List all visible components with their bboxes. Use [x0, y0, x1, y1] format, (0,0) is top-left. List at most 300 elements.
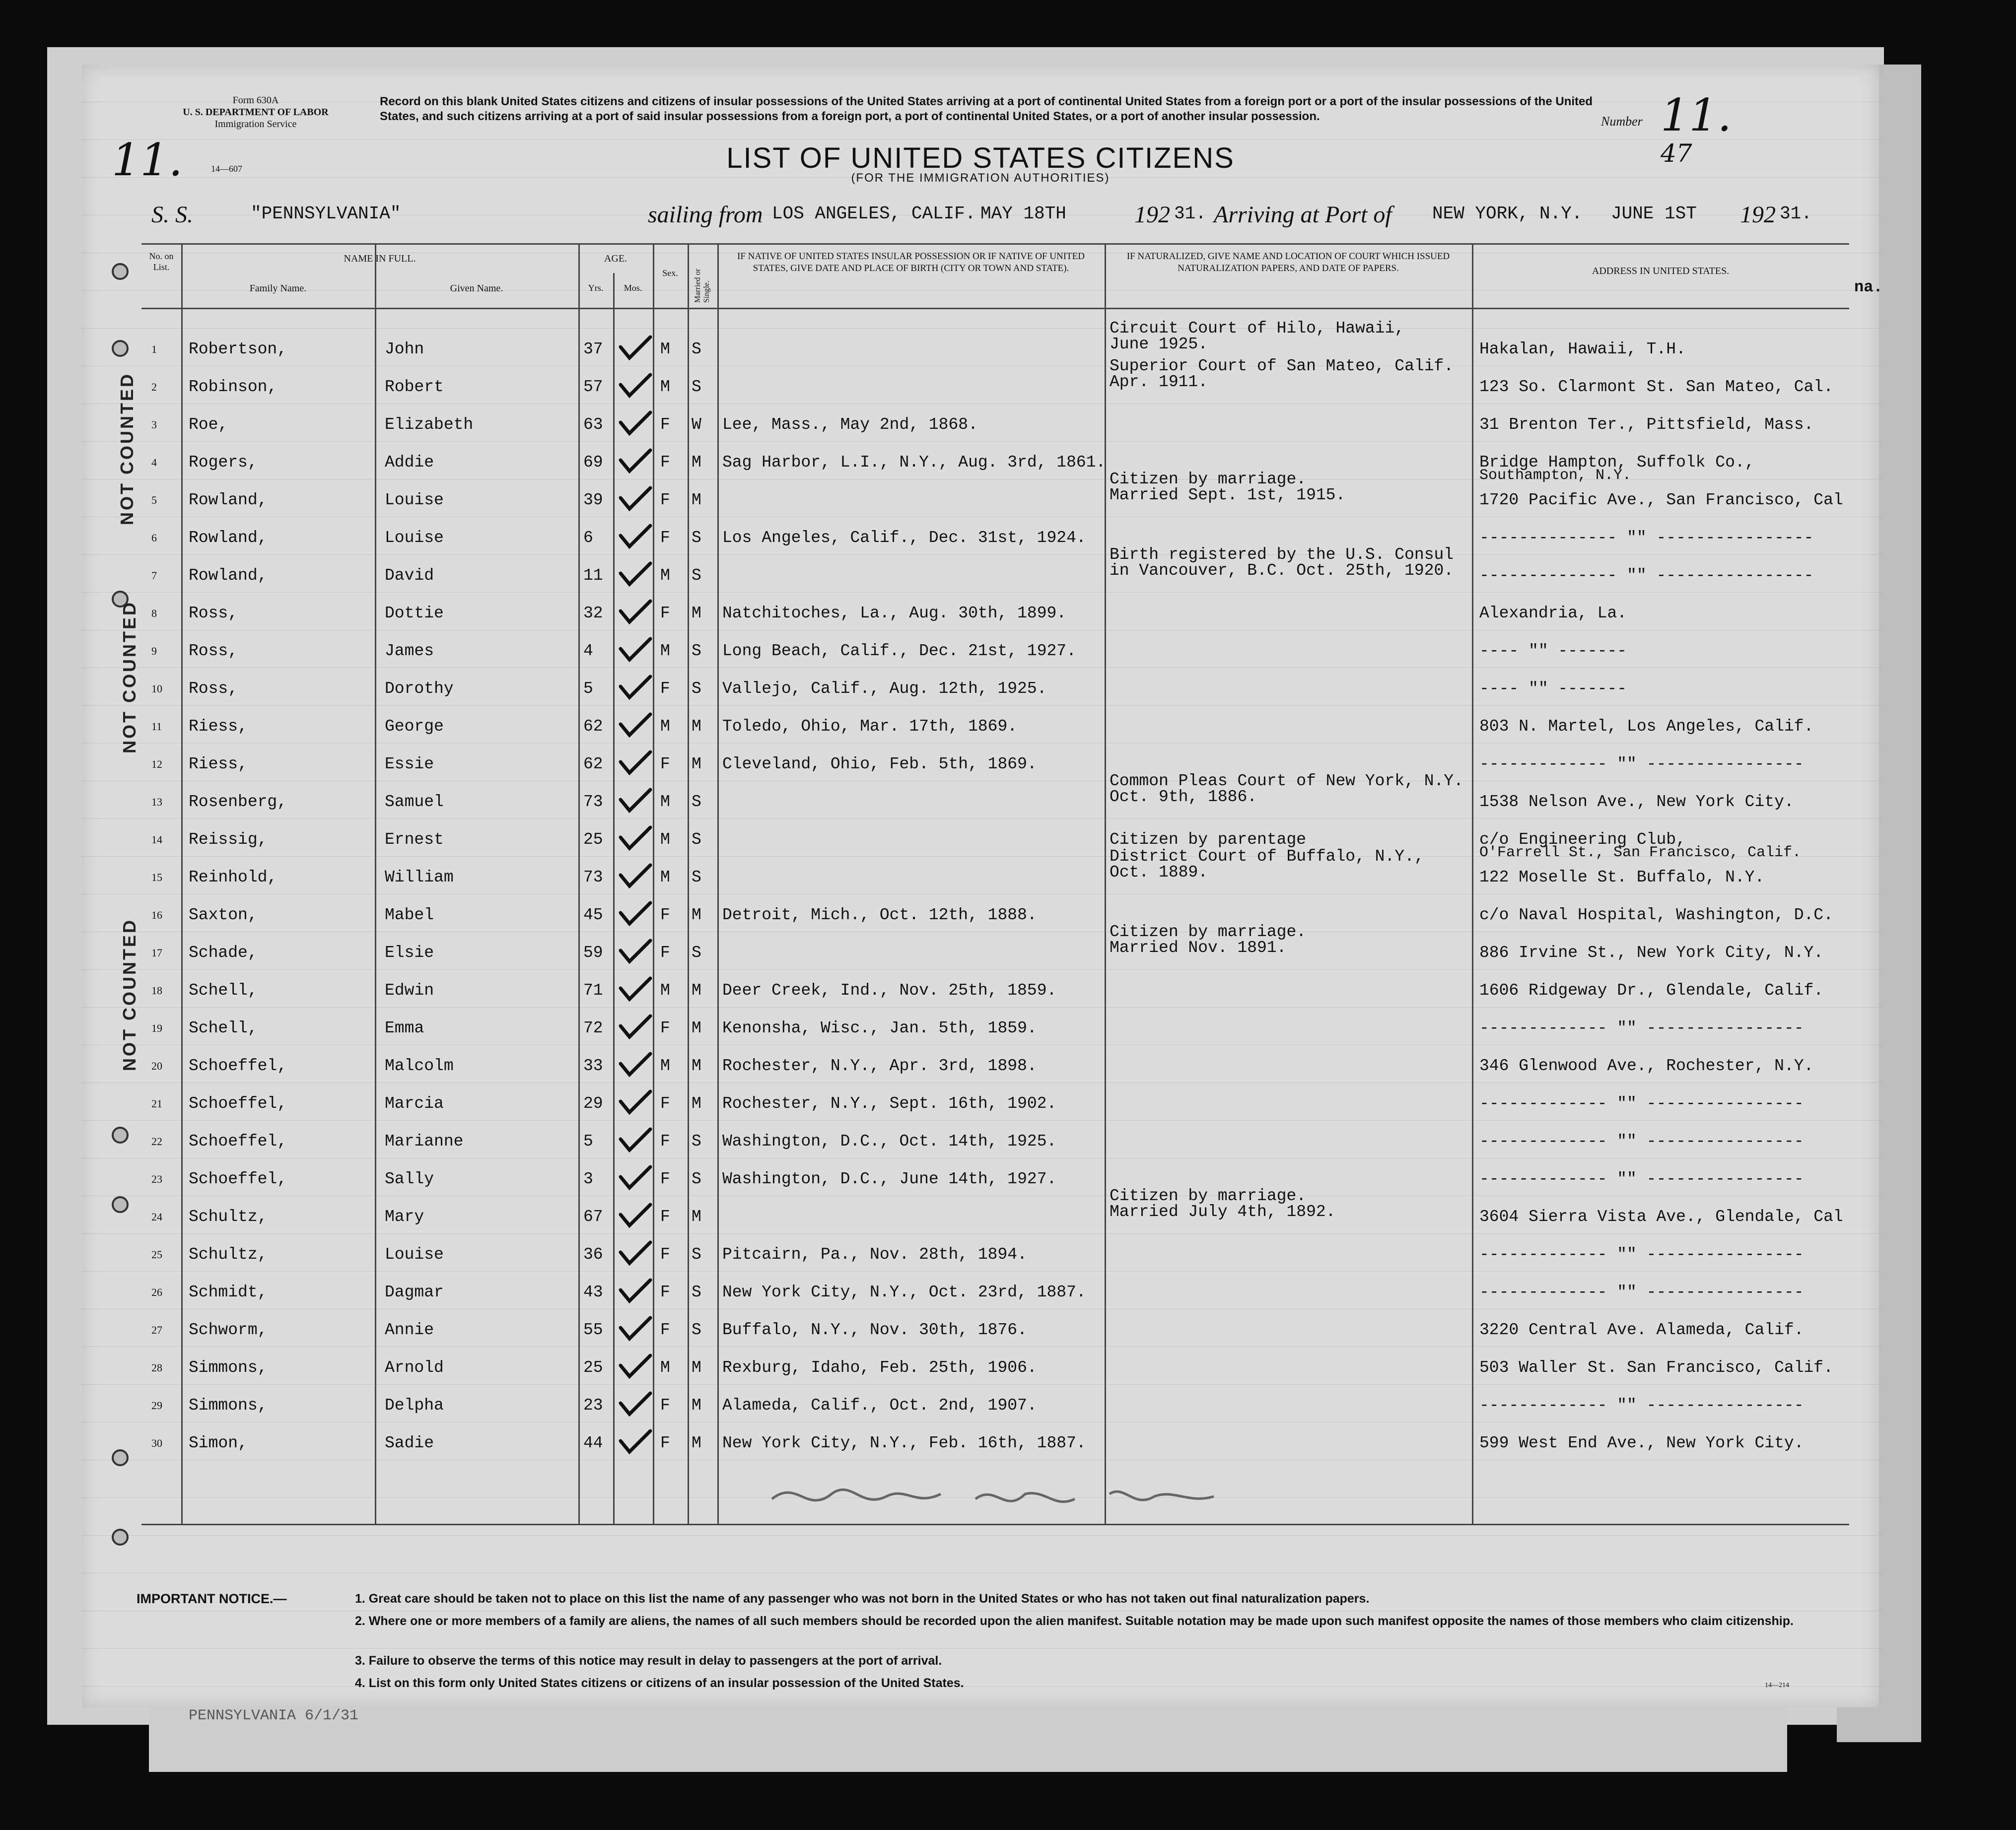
married-single: M	[692, 491, 701, 509]
age-years: 5	[583, 1132, 593, 1151]
col-header-married: Married or Single.	[694, 269, 711, 303]
sex: F	[660, 1321, 670, 1339]
check-mark-icon	[616, 1011, 690, 1041]
table-row	[82, 406, 1879, 443]
side-fragment: na.	[1854, 278, 1883, 296]
married-single: S	[692, 868, 701, 886]
row-number: 15	[151, 871, 162, 883]
sex: F	[660, 1434, 670, 1452]
row-number: 23	[151, 1173, 162, 1185]
notice-heading: IMPORTANT NOTICE.—	[137, 1591, 287, 1606]
pencil-scrawl	[767, 1474, 1263, 1524]
married-single: M	[692, 906, 701, 924]
address-line-1: ------------- "" ----------------	[1479, 755, 1804, 773]
married-single: W	[692, 415, 701, 434]
check-mark-icon	[616, 1237, 690, 1267]
family-name: Riess,	[189, 717, 248, 736]
family-name: Rosenberg,	[189, 793, 287, 811]
age-years: 29	[583, 1094, 603, 1113]
sex: F	[660, 1170, 670, 1188]
address-line-1: 503 Waller St. San Francisco, Calif.	[1479, 1358, 1833, 1377]
manifest-sheet	[82, 65, 1883, 1707]
row-number: 13	[151, 796, 162, 808]
given-name: William	[385, 868, 454, 886]
family-name: Schultz,	[189, 1208, 268, 1226]
header-bottom-rule	[141, 308, 1849, 309]
year-prefix: 192	[1134, 202, 1170, 228]
given-name: Samuel	[385, 793, 444, 811]
check-mark-icon	[616, 672, 690, 701]
given-name: Annie	[385, 1321, 434, 1339]
row-number: 9	[151, 645, 157, 657]
punch-hole	[112, 1529, 129, 1546]
married-single: M	[692, 981, 701, 1000]
married-single: S	[692, 566, 701, 585]
form-number: Form 630A	[232, 95, 279, 106]
age-years: 73	[583, 868, 603, 886]
check-mark-icon	[616, 1124, 690, 1154]
age-years: 59	[583, 944, 603, 962]
address-line-1: ------------- "" ----------------	[1479, 1170, 1804, 1188]
sex: M	[660, 793, 670, 811]
row-number: 21	[151, 1097, 162, 1110]
family-name: Simmons,	[189, 1358, 268, 1377]
birth-place-date: Sag Harbor, L.I., N.Y., Aug. 3rd, 1861.	[722, 453, 1106, 472]
age-years: 32	[583, 604, 603, 622]
table-row	[82, 1386, 1879, 1424]
from-port: LOS ANGELES, CALIF.	[772, 203, 976, 224]
birth-place-date: New York City, N.Y., Oct. 23rd, 1887.	[722, 1283, 1086, 1301]
sex: F	[660, 415, 670, 434]
address-line-1: 346 Glenwood Ave., Rochester, N.Y.	[1479, 1057, 1814, 1075]
birth-place-date: Washington, D.C., June 14th, 1927.	[722, 1170, 1057, 1188]
address-line-1: Alexandria, La.	[1479, 604, 1627, 622]
married-single: S	[692, 529, 701, 547]
table-row	[82, 357, 1879, 406]
naturalization-line-1: Birth registered by the U.S. Consul	[1110, 545, 1454, 564]
married-single: S	[692, 830, 701, 849]
married-single: S	[692, 1170, 701, 1188]
naturalization-line-2: Married Sept. 1st, 1915.	[1110, 486, 1346, 504]
age-years: 57	[583, 378, 603, 396]
row-number: 10	[151, 682, 162, 695]
check-mark-icon	[616, 332, 690, 362]
table-row	[82, 820, 1879, 861]
age-years: 62	[583, 755, 603, 773]
married-single: S	[692, 642, 701, 660]
family-name: Ross,	[189, 679, 238, 698]
table-top-rule	[141, 243, 1849, 245]
check-mark-icon	[616, 936, 690, 965]
check-mark-icon	[616, 1426, 690, 1456]
row-number: 30	[151, 1437, 162, 1449]
age-years: 73	[583, 793, 603, 811]
birth-place-date: Toledo, Ohio, Mar. 17th, 1869.	[722, 717, 1018, 736]
row-number: 7	[151, 569, 157, 582]
family-name: Schoeffel,	[189, 1057, 287, 1075]
sex: M	[660, 717, 670, 736]
form-id-block	[181, 94, 330, 130]
check-mark-icon	[616, 822, 690, 852]
married-single: M	[692, 755, 701, 773]
row-number: 14	[151, 833, 162, 846]
married-single: M	[692, 1358, 701, 1377]
family-name: Robertson,	[189, 340, 287, 358]
table-row	[82, 545, 1879, 594]
married-single: M	[692, 1019, 701, 1037]
check-mark-icon	[616, 483, 690, 513]
family-name: Riess,	[189, 755, 248, 773]
row-number: 24	[151, 1211, 162, 1223]
age-years: 67	[583, 1208, 603, 1226]
married-single: M	[692, 1057, 701, 1075]
birth-place-date: Buffalo, N.Y., Nov. 30th, 1876.	[722, 1321, 1027, 1339]
check-mark-icon	[616, 596, 690, 626]
sex: M	[660, 378, 670, 396]
check-mark-icon	[616, 1200, 690, 1229]
table-row	[82, 1084, 1879, 1122]
married-single: S	[692, 1132, 701, 1151]
given-name: Marianne	[385, 1132, 464, 1151]
row-number: 27	[151, 1324, 162, 1336]
row-number: 22	[151, 1135, 162, 1148]
col-header-family: Family Name.	[249, 283, 307, 294]
table-row	[82, 1160, 1879, 1198]
notice-item: 3. Failure to observe the terms of this notice may result in delay to passengers at the port of arrival.	[355, 1654, 942, 1668]
birth-place-date: Detroit, Mich., Oct. 12th, 1888.	[722, 906, 1037, 924]
page-subtitle: (FOR THE IMMIGRATION AUTHORITIES)	[851, 171, 1110, 185]
given-name: Elsie	[385, 944, 434, 962]
corner-mark: 11.	[112, 134, 183, 186]
birth-place-date: Cleveland, Ohio, Feb. 5th, 1869.	[722, 755, 1037, 773]
married-single: S	[692, 679, 701, 698]
row-number: 3	[151, 418, 157, 431]
naturalization-line-1: District Court of Buffalo, N.Y.,	[1110, 847, 1424, 866]
sex: M	[660, 981, 670, 1000]
col-header-birth: IF NATIVE OF UNITED STATES INSULAR POSSESSION OR IF NATIVE OF UNITED STATES, GIVE DATE AND PLACE OF BIRTH (CITY OR TOWN AND STATE).	[737, 251, 1085, 273]
table-row	[82, 1311, 1879, 1349]
given-name: Dagmar	[385, 1283, 444, 1301]
address-line-1: c/o Naval Hospital, Washington, D.C.	[1479, 906, 1833, 924]
sex: F	[660, 1283, 670, 1301]
birth-place-date: Vallejo, Calif., Aug. 12th, 1925.	[722, 679, 1047, 698]
col-header-name: NAME IN FULL.	[344, 253, 416, 264]
notice-code: 14—214	[1765, 1682, 1789, 1689]
table-row	[82, 1235, 1879, 1273]
col-header-given: Given Name.	[450, 283, 503, 294]
given-name: Louise	[385, 1245, 444, 1264]
row-number: 25	[151, 1248, 162, 1261]
passenger-list	[82, 319, 1879, 1521]
given-name: Delpha	[385, 1396, 444, 1415]
row-number: 11	[151, 720, 162, 733]
naturalization-line-1: Superior Court of San Mateo, Calif.	[1110, 357, 1454, 375]
sex: F	[660, 453, 670, 472]
instructions: Record on this blank United States citizens and citizens of insular possessions of the United States arriving at a port of continental United States from a foreign port or a port of the insular possessions of the United States, and such citizens arriving at a port of said insular possessions from a foreign port, a port of continental United States, or a port of another insular possession.	[380, 95, 1593, 123]
notice-item: 2. Where one or more members of a family are aliens, the names of all such members should be recorded upon the alien manifest. Suitable notation may be made upon such manifest opposite the names of those members who claim citizenship.	[355, 1614, 1794, 1628]
married-single: M	[692, 1094, 701, 1113]
check-mark-icon	[616, 747, 690, 777]
married-single: S	[692, 944, 701, 962]
birth-place-date: Los Angeles, Calif., Dec. 31st, 1924.	[722, 529, 1086, 547]
family-name: Rowland,	[189, 529, 268, 547]
table-row	[82, 707, 1879, 745]
naturalization-line-1: Citizen by marriage.	[1110, 923, 1307, 941]
sex: M	[660, 868, 670, 886]
number-label: Number	[1601, 114, 1643, 129]
age-years: 39	[583, 491, 603, 509]
department: U. S. DEPARTMENT OF LABOR	[183, 107, 329, 118]
sex: F	[660, 906, 670, 924]
given-name: Mabel	[385, 906, 434, 924]
age-years: 25	[583, 1358, 603, 1377]
check-mark-icon	[616, 1275, 690, 1305]
address-line-1: 1720 Pacific Ave., San Francisco, Cal	[1479, 491, 1843, 509]
family-name: Ross,	[189, 604, 238, 622]
family-name: Schworm,	[189, 1321, 268, 1339]
birth-place-date: Lee, Mass., May 2nd, 1868.	[722, 415, 978, 434]
naturalization-line-2: Married Nov. 1891.	[1110, 939, 1287, 957]
naturalization-line-2: Oct. 9th, 1886.	[1110, 788, 1257, 806]
married-single: S	[692, 1321, 701, 1339]
number-value: 11.	[1661, 89, 1732, 141]
family-name: Roe,	[189, 415, 228, 434]
ship-name: "PENNSYLVANIA"	[251, 203, 401, 224]
birth-place-date: Rochester, N.Y., Apr. 3rd, 1898.	[722, 1057, 1037, 1075]
row-number: 6	[151, 532, 157, 544]
not-counted-stamp: NOT COUNTED	[119, 601, 139, 753]
age-years: 44	[583, 1434, 603, 1452]
sex: F	[660, 1396, 670, 1415]
check-mark-icon	[616, 521, 690, 550]
ss-label: S. S.	[151, 202, 193, 228]
row-number: 29	[151, 1399, 162, 1412]
naturalization-line-2: Married July 4th, 1892.	[1110, 1203, 1336, 1221]
married-single: M	[692, 453, 701, 472]
age-years: 5	[583, 679, 593, 698]
sex: F	[660, 604, 670, 622]
age-years: 71	[583, 981, 603, 1000]
address-line-1: -------------- "" ----------------	[1479, 529, 1814, 547]
age-years: 72	[583, 1019, 603, 1037]
address-line-1: Bridge Hampton, Suffolk Co.,	[1479, 453, 1755, 472]
family-name: Robinson,	[189, 378, 278, 396]
address-line-1: 122 Moselle St. Buffalo, N.Y.	[1479, 868, 1765, 886]
address-line-1: 3220 Central Ave. Alameda, Calif.	[1479, 1321, 1804, 1339]
given-name: Mary	[385, 1208, 424, 1226]
row-number: 12	[151, 758, 162, 770]
family-name: Reinhold,	[189, 868, 278, 886]
check-mark-icon	[616, 709, 690, 739]
married-single: M	[692, 1208, 701, 1226]
naturalization-line-1: Common Pleas Court of New York, N.Y.	[1110, 772, 1463, 790]
col-header-age: AGE.	[604, 253, 627, 264]
address-line-1: 123 So. Clarmont St. San Mateo, Cal.	[1479, 378, 1833, 396]
arrive-year-prefix: 192	[1740, 202, 1776, 228]
address-line-1: ------------- "" ----------------	[1479, 1396, 1804, 1415]
birth-place-date: Deer Creek, Ind., Nov. 25th, 1859.	[722, 981, 1057, 1000]
row-number: 18	[151, 984, 162, 997]
given-name: Addie	[385, 453, 434, 472]
married-single: S	[692, 1245, 701, 1264]
given-name: Louise	[385, 491, 444, 509]
address-line-1: 599 West End Ave., New York City.	[1479, 1434, 1804, 1452]
married-single: S	[692, 793, 701, 811]
table-row	[82, 1047, 1879, 1084]
to-port: NEW YORK, N.Y.	[1432, 203, 1583, 224]
family-name: Rowland,	[189, 566, 268, 585]
given-name: Sally	[385, 1170, 434, 1188]
address-line-1: 31 Brenton Ter., Pittsfield, Mass.	[1479, 415, 1814, 434]
sailing-label: sailing from	[648, 202, 763, 228]
age-years: 43	[583, 1283, 603, 1301]
given-name: Robert	[385, 378, 444, 396]
naturalization-line-1: Citizen by marriage.	[1110, 1187, 1307, 1205]
given-name: Edwin	[385, 981, 434, 1000]
table-row	[82, 1349, 1879, 1386]
address-line-1: 803 N. Martel, Los Angeles, Calif.	[1479, 717, 1814, 736]
row-number: 26	[151, 1286, 162, 1298]
sex: M	[660, 566, 670, 585]
table-row	[82, 594, 1879, 632]
birth-place-date: Natchitoches, La., Aug. 30th, 1899.	[722, 604, 1067, 622]
row-number: 2	[151, 381, 157, 393]
family-name: Saxton,	[189, 906, 258, 924]
sex: F	[660, 1245, 670, 1264]
number-sub: 47	[1661, 139, 1692, 168]
notice-item: 4. List on this form only United States citizens or citizens of an insular possession of the United States.	[355, 1676, 964, 1690]
arrive-date: JUNE 1ST	[1611, 203, 1697, 224]
married-single: M	[692, 717, 701, 736]
age-years: 11	[583, 566, 603, 585]
given-name: Louise	[385, 529, 444, 547]
birth-place-date: Washington, D.C., Oct. 14th, 1925.	[722, 1132, 1057, 1151]
family-name: Rowland,	[189, 491, 268, 509]
family-name: Schade,	[189, 944, 258, 962]
given-name: Elizabeth	[385, 415, 474, 434]
given-name: Dottie	[385, 604, 444, 622]
voyage-line	[82, 196, 1879, 236]
married-single: M	[692, 1396, 701, 1415]
table-row	[82, 519, 1879, 556]
table-row	[82, 1424, 1879, 1462]
age-years: 36	[583, 1245, 603, 1264]
address-line-1: ---- "" -------	[1479, 642, 1627, 660]
sex: M	[660, 1358, 670, 1377]
age-years: 25	[583, 830, 603, 849]
sex: F	[660, 1094, 670, 1113]
naturalization-line-2: in Vancouver, B.C. Oct. 25th, 1920.	[1110, 561, 1454, 580]
row-number: 1	[151, 343, 157, 355]
table-bottom-rule	[141, 1524, 1849, 1525]
address-line-1: 886 Irvine St., New York City, N.Y.	[1479, 944, 1824, 962]
notice-item: 1. Great care should be taken not to place on this list the name of any passenger who was not born in the United States or who has not taken out final naturalization papers.	[355, 1592, 1370, 1606]
address-line-1: -------------- "" ----------------	[1479, 566, 1814, 585]
given-name: Arnold	[385, 1358, 444, 1377]
given-name: Dorothy	[385, 679, 454, 698]
check-mark-icon	[616, 1388, 690, 1418]
table-row	[82, 1187, 1879, 1235]
address-line-1: ------------- "" ----------------	[1479, 1245, 1804, 1264]
address-line-1: ------------- "" ----------------	[1479, 1132, 1804, 1151]
sex: M	[660, 642, 670, 660]
family-name: Simmons,	[189, 1396, 268, 1415]
family-name: Schell,	[189, 981, 258, 1000]
check-mark-icon	[616, 407, 690, 437]
sex: F	[660, 755, 670, 773]
married-single: S	[692, 1283, 701, 1301]
table-row	[82, 670, 1879, 707]
given-name: Sadie	[385, 1434, 434, 1452]
sex: F	[660, 679, 670, 698]
age-years: 62	[583, 717, 603, 736]
sex: M	[660, 1057, 670, 1075]
check-mark-icon	[616, 785, 690, 814]
service: Immigration Service	[214, 119, 297, 130]
naturalization-line-2: Oct. 1889.	[1110, 863, 1208, 881]
check-mark-icon	[616, 370, 690, 400]
table-row	[82, 896, 1879, 934]
family-name: Schmidt,	[189, 1283, 268, 1301]
row-number: 19	[151, 1022, 162, 1034]
check-mark-icon	[616, 1049, 690, 1079]
check-mark-icon	[616, 634, 690, 664]
naturalization-line-1: Citizen by marriage.	[1110, 470, 1307, 488]
under-sheet-bottom	[149, 1702, 1787, 1772]
birth-place-date: Rexburg, Idaho, Feb. 25th, 1906.	[722, 1358, 1037, 1377]
table-row	[82, 443, 1879, 484]
check-mark-icon	[616, 1351, 690, 1380]
family-name: Reissig,	[189, 830, 268, 849]
table-row	[82, 971, 1879, 1009]
not-counted-stamp: NOT COUNTED	[119, 918, 139, 1071]
given-name: Malcolm	[385, 1057, 454, 1075]
row-number: 17	[151, 947, 162, 959]
address-line-2: O'Farrell St., San Francisco, Calif.	[1479, 844, 1802, 861]
sex: M	[660, 340, 670, 358]
family-name: Schoeffel,	[189, 1094, 287, 1113]
arrive-year: 31.	[1780, 203, 1812, 224]
address-line-1: c/o Engineering Club,	[1479, 830, 1686, 849]
birth-place-date: Pitcairn, Pa., Nov. 28th, 1894.	[722, 1245, 1027, 1264]
row-number: 4	[151, 456, 157, 469]
family-name: Schultz,	[189, 1245, 268, 1264]
age-years: 3	[583, 1170, 593, 1188]
not-counted-stamp: NOT COUNTED	[117, 372, 137, 525]
birth-place-date: Rochester, N.Y., Sept. 16th, 1902.	[722, 1094, 1057, 1113]
row-number: 28	[151, 1361, 162, 1374]
married-single: S	[692, 378, 701, 396]
page-title: LIST OF UNITED STATES CITIZENS	[726, 142, 1235, 174]
address-line-2: Southampton, N.Y.	[1479, 467, 1632, 484]
check-mark-icon	[616, 898, 690, 928]
age-years: 4	[583, 642, 593, 660]
row-number: 16	[151, 909, 162, 921]
given-name: John	[385, 340, 424, 358]
col-header-no: No. on List.	[149, 251, 174, 272]
age-years: 6	[583, 529, 593, 547]
age-years: 33	[583, 1057, 603, 1075]
given-name: Essie	[385, 755, 434, 773]
sex: F	[660, 1132, 670, 1151]
check-mark-icon	[616, 860, 690, 890]
address-line-1: ------------- "" ----------------	[1479, 1283, 1804, 1301]
address-line-1: ------------- "" ----------------	[1479, 1019, 1804, 1037]
table-row	[82, 632, 1879, 670]
punch-hole	[112, 263, 129, 280]
col-header-yrs: Yrs.	[588, 283, 604, 293]
sail-date: MAY 18TH	[980, 203, 1066, 224]
